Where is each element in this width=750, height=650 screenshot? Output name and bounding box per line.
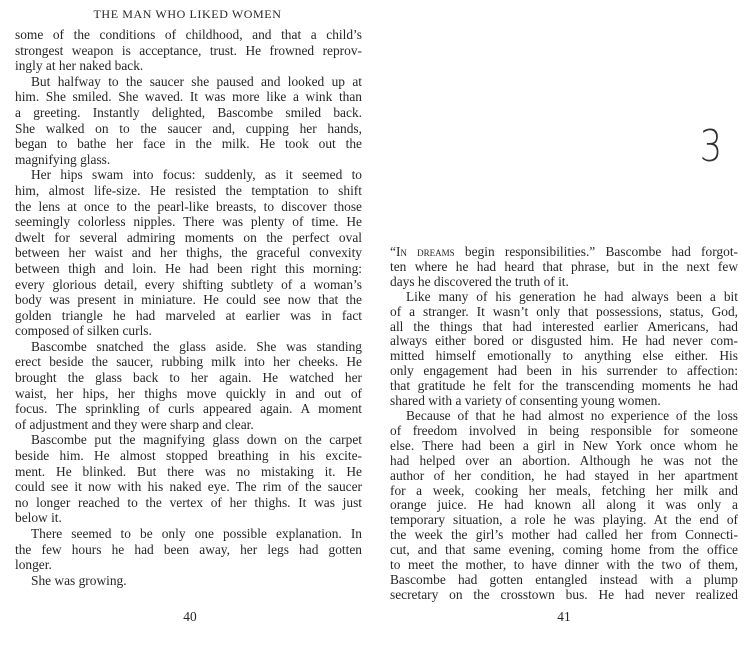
text-line: She walked on to the saucer and, cupping her hands, (15, 120, 362, 136)
text-line: of a stranger. It wasn’t only that possessions, status, God, (390, 303, 738, 319)
text-line: all the things that had interested earlier Americans, had (390, 318, 738, 334)
text-line: Like many of his generation he had always been a bit (406, 288, 738, 304)
running-head: THE MAN WHO LIKED WOMEN (93, 7, 282, 21)
text-line: composed of silken curls. (15, 323, 152, 339)
paragraph (390, 409, 738, 603)
text-line: temporary situation, a role he was playing. At the end of (390, 512, 738, 528)
text-line: orange juice. He had known all along it was only a (390, 497, 738, 513)
text-line: ment. He blinked. But there was no mistaking it. He (15, 463, 362, 479)
text-line: ten where he had heard that phrase, but in the next few (390, 258, 738, 274)
text-line: only engagement had been in his surrender to affection: (390, 363, 738, 379)
text-line: between her waist and her thighs, the graceful convexity (15, 245, 362, 261)
paragraph (390, 245, 738, 290)
text-line: golden triangle he had marveled at earlier was in fact (15, 307, 362, 323)
text-line: had helped over an abortion. Although he was not the (390, 452, 738, 468)
text-line: shared with a variety of consenting young women. (390, 393, 661, 409)
text-line (390, 245, 738, 260)
chapter-opening-small-caps: “In dreams (390, 244, 455, 259)
left-page-body (15, 27, 362, 588)
text-line: magnifying glass. (15, 151, 111, 167)
text-line: beside him. He almost stopped breathing in his excite- (15, 448, 362, 464)
text-line: seemingly colorless nipples. There was plenty of time. He (15, 214, 362, 230)
text-line: to meet the mother, to have dinner with the two of them, (390, 557, 738, 573)
text-line: dwelt for several admiring moments on the perfect oval (15, 229, 362, 245)
text-line: longer. (15, 557, 52, 573)
paragraph (15, 74, 362, 168)
text-line: Bascombe put the magnifying glass down on the carpet (31, 432, 362, 448)
text-line: began to bathe her face in the milk. He took out the (15, 136, 362, 152)
text-line: every glorious detail, every shifting subtlety of a woman’s (15, 276, 362, 292)
text-line: that gratitude he felt for the transcending moments he had (390, 378, 738, 394)
paragraph (15, 573, 362, 589)
text-line: of freedom involved in being responsible for someone (390, 422, 738, 438)
paragraph (15, 27, 362, 74)
right-page (375, 0, 750, 650)
text-line: Her hips swam into focus: suddenly, as it seemed to (31, 167, 362, 183)
page-number: 41 (557, 609, 571, 624)
text-line-rest: begin responsibilities.” Bascombe had forgot- (454, 244, 738, 259)
text-line: Because of that he had almost no experience of the loss (406, 407, 738, 423)
text-line: below it. (15, 510, 62, 526)
text-line: erect beside the saucer, rubbing milk into her cheeks. He (15, 354, 362, 370)
text-line: no longer reached to the vertex of her thighs. It was just (15, 494, 362, 510)
text-line: strongest weapon is acceptance, trust. He frowned reprov- (15, 42, 362, 58)
text-line: ingly at her naked back. (15, 58, 144, 74)
text-line: else. There had been a girl in New York once whom he (390, 437, 738, 453)
text-line: Bascombe snatched the glass aside. She was standing (31, 338, 362, 354)
text-line: always either bored or disgusted him. He had never com- (390, 333, 738, 349)
text-line: days he discovered the truth of it. (390, 273, 569, 289)
chapter-number: 3 (699, 121, 723, 172)
text-line: the week the girl’s mother had called her from Connecti- (390, 527, 738, 543)
text-line: body was present in miniature. He could see now that the (15, 292, 362, 308)
text-line: There seemed to be only one possible explanation. In (31, 526, 362, 541)
text-line: Bascombe had gotten entangled instead with a plump (390, 571, 738, 587)
paragraph (15, 432, 362, 526)
text-line: could see it now with his naked eye. The rim of the saucer (15, 479, 362, 495)
text-line: focus. The sprinkling of curls appeared again. A moment (15, 401, 362, 417)
text-line: of adjustment and they were sharp and clear. (15, 416, 254, 432)
text-line: some of the conditions of childhood, and that a child’s (15, 27, 362, 42)
text-line: mitted himself emotionally to anything else either. His (390, 348, 738, 364)
paragraph (15, 167, 362, 339)
text-line: between thigh and loin. He had been right this morning: (15, 260, 362, 276)
paragraph (15, 339, 362, 433)
text-line: She was growing. (31, 572, 127, 588)
right-page-body (390, 245, 738, 603)
text-line: the lens at once to the pearl-like breasts, to discover those (15, 198, 362, 214)
text-line: But halfway to the saucer she paused and looked up at (31, 73, 362, 89)
text-line: author of her condition, he had stayed in her apartment (390, 467, 738, 483)
text-line: him, almost life-size. He resisted the temptation to shift (15, 182, 362, 198)
text-line: brought the glass back to her again. He watched her (15, 370, 362, 386)
page-number: 40 (183, 609, 197, 624)
text-line: the few hours he had been away, her legs had gotten (15, 541, 362, 557)
text-line: cut, and that same evening, coming home from the office (390, 542, 738, 558)
text-line: secretary on the crosstown bus. He had never realized (390, 586, 738, 602)
text-line: for a week, cooking her meals, fetching her milk and (390, 482, 738, 498)
text-line: him. She smiled. She waved. It was more like a wink than (15, 89, 362, 105)
text-line: waist, her hips, her thighs move quickly in and out of (15, 385, 362, 401)
paragraph (390, 290, 738, 409)
text-line: a greeting. Instantly delighted, Bascombe smiled back. (15, 104, 362, 120)
paragraph (15, 526, 362, 573)
